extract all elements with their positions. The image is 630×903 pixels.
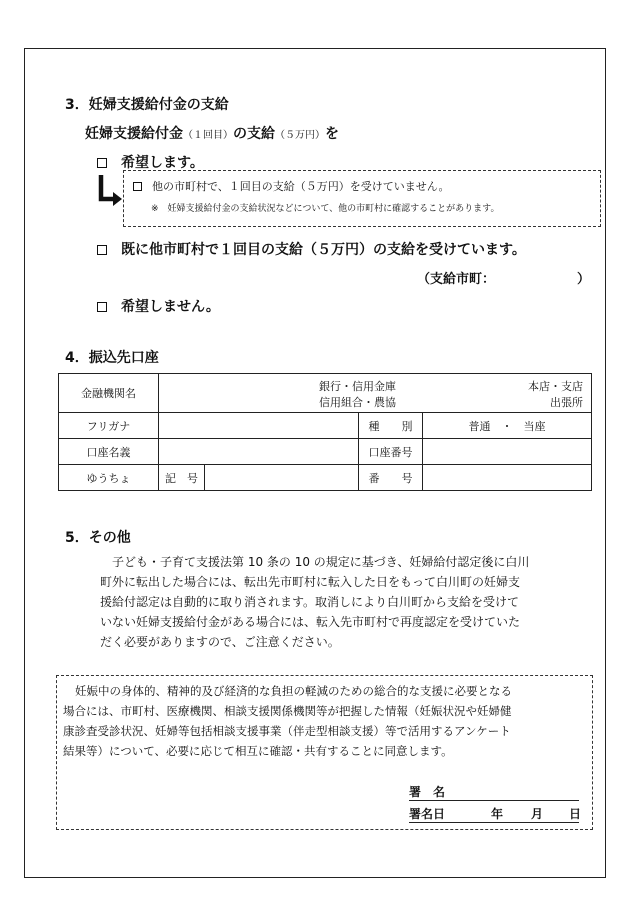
section4-heading: 4．振込先口座: [65, 350, 159, 366]
signature-line[interactable]: [409, 783, 579, 801]
bank-name-field[interactable]: [159, 374, 592, 413]
type-options[interactable]: 普通 ・ 当座: [423, 413, 592, 439]
sub-option[interactable]: 他の市町村で、１回目の支給（５万円）を受けていません。: [133, 178, 449, 194]
furigana-field[interactable]: [159, 413, 359, 439]
consent-line: 康診査受診状況、妊婦等包括相談支援事業（伴走型相談支援）等で活用するアンケート: [63, 724, 511, 738]
consent-line: 結果等）について、必要に応じて相互に確認・共有することに同意します。: [63, 744, 453, 758]
sub-option-note: ※ 妊婦支援給付金の支給状況などについて、他の市町村に確認することがあります。: [151, 204, 500, 214]
section5-body: [100, 552, 529, 652]
consent-line: 場合には、市町村、医療機関、相談支援関係機関等が把握した情報（妊娠状況や妊婦健: [63, 704, 512, 718]
yucho-label: ゆうちょ: [59, 465, 159, 491]
section3-heading: 3．妊婦支援給付金の支給: [65, 97, 229, 113]
row-holder: [59, 439, 592, 465]
option-already[interactable]: 既に他市町村で１回目の支給（５万円）の支給を受けています。: [97, 239, 526, 259]
consent-body: [63, 681, 512, 761]
date-label: 署名日: [409, 807, 446, 821]
section5-line: 子ども・子育て支援法第 10 条の 10 の規定に基づき、妊婦給付認定後に白川: [112, 555, 530, 569]
option-already-checkbox[interactable]: [97, 245, 107, 255]
form-page: [24, 48, 606, 878]
holder-label: 口座名義: [59, 439, 159, 465]
ban-field[interactable]: [423, 465, 592, 491]
sub-option-checkbox[interactable]: [133, 182, 142, 191]
date-year: 年: [491, 807, 504, 821]
branch-line2: 出張所: [550, 396, 583, 409]
bank-name-label: 金融機関名: [59, 374, 159, 413]
option-no-checkbox[interactable]: [97, 302, 107, 312]
ban-label: 番 号: [359, 465, 423, 491]
row-furigana: [59, 413, 592, 439]
account-table: [58, 373, 592, 491]
symbol-field[interactable]: [205, 465, 359, 491]
paid-city-close: ）: [577, 272, 591, 287]
section5-line: 町外に転出した場合には、転出先市町村に転入した日をもって白川町の妊婦支: [100, 575, 521, 589]
date-month: 月: [531, 807, 544, 821]
option-wish-checkbox[interactable]: [97, 158, 107, 168]
symbol-label: 記 号: [159, 465, 205, 491]
type-label: 種 別: [359, 413, 423, 439]
paid-city-open: （支給市町：: [417, 272, 496, 287]
holder-field[interactable]: [159, 439, 359, 465]
number-label: 口座番号: [359, 439, 423, 465]
bank-types-line2: 信用組合・農協: [319, 396, 396, 409]
row-bank-name: [59, 374, 592, 413]
consent-line: 妊娠中の身体的、精神的及び経済的な負担の軽減のための総合的な支援に必要となる: [75, 684, 512, 698]
furigana-label: フリガナ: [59, 413, 159, 439]
signature-label: 署 名: [409, 785, 446, 799]
section5-line: だく必要がありますので、ご注意ください。: [100, 635, 340, 649]
section5-line: 援給付認定は自動的に取り消されます。取消しにより白川町から支給を受けて: [100, 595, 520, 609]
section5-heading: 5．その他: [65, 530, 131, 546]
date-line[interactable]: [409, 805, 582, 823]
date-day: 日: [569, 807, 582, 821]
section5-line: いない妊婦支援給付金がある場合には、転入先市町村で再度認定を受けていた: [100, 615, 521, 629]
section3-intro: 妊婦支援給付金（１回目）の支給（５万円）を: [85, 126, 339, 142]
branch-line1: 本店・支店: [528, 380, 583, 393]
number-field[interactable]: [423, 439, 592, 465]
option-no[interactable]: 希望しません。: [97, 296, 220, 316]
arrow-down-right-icon: [95, 173, 125, 211]
option-wish[interactable]: 希望します。: [97, 152, 204, 172]
bank-types-line1: 銀行・信用金庫: [319, 380, 396, 393]
row-yucho: [59, 465, 592, 491]
